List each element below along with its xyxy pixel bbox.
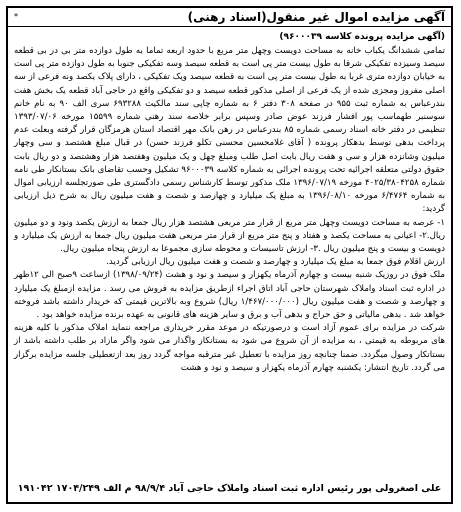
notice-title: آگهی مزایده اموال غیر منقول(اسناد رهنی): [187, 10, 445, 24]
notice-signature: علی اصغرولی پور رئیس اداره ثبت اسناد واملاک حاجی آباد ۹۸/۹/۴ م الف ۱۷۰۴/۲۴۹ ۱۹۱۰۴۲: [17, 483, 442, 494]
auction-terms: شرکت در مزایده برای عموم آزاد است و درصورتیکه در موعد مقرر خریداری مراجعه ننماید املاک مذکور با کلیه هزینه های مربوطه به قیمتی ، به مزایده از آن شروع می شود به بستانکار واگذار می شود واگر مازاد بر طلب داشته باشد از بستانکار وصول میگردد. ضمنا چنانچه روز مزایده با تعطیل غیر مترقبه مواجه گردد روز بعد ازتعطیلی جلسه مزایده برگزار می گردد. تاریخ انتشار: یکشنبه چهارم آذرماه یکهزار و سیصد و نود و هشت: [14, 323, 445, 373]
notice-header: [8, 8, 451, 27]
auction-notice: [6, 6, 453, 504]
valuation-items: ۱- عرصه به مساحت دویست وچهل متر مربع از قرار متر مربعی هشتصد هزار ریال جمعا به ارزش یکصد ونود و دو میلیون ریال.۲- اعیانی به مساحت یکصد و هفتاد و پنج متر مربع از قرار متر مربعی هفت میلیون ریال جمعا به ارزش یک میلیارد و دویست و بیست و پنج میلیون ریال .۳- ارزش تاسیسات و محوطه سازی مجموعا به ارزش پنجاه میلیون ریال.: [14, 217, 445, 255]
notice-body: [8, 27, 451, 375]
property-description: تمامی ششدانگ یکباب خانه به مساحت دویست وچهل متر مربع با حدود اربعه تماما به طول دوازده متر بی در بی قطعه سیصد وسیزده تفکیکی شرقا به طول بیست متر پی است به قطعه سیصد وسه تفکیکی جنوبا به طول دوازده متر پی است به خیابان دوازده متری غربا به طول بیست متر پی است به قطعه سیصد ویک تفکیکی ، دارای پلاک یکصد ونه فرعی از سه اصلی مفروز ومجزی شده از یک فرعی از اصلی مذکور قطعه سیصد و دو تفکیکی واقع در حاجی آباد قطعه یک بخش هفت بندرعباس به شماره ثبت ۹۵۵ در صفحه ۳۰۸ دفتر ۶ به شماره چاپی سند مالکیت ۶۹۳۲۸۸ سری الف ۹۰ به نام خانم سوسنبر طهماسب پور افشار فرزند عوض صادر وسپس برابر خلاصه سند رهنی شماره ۱۵۵۹۹ مورخه ۱۳۹۳/۰۷/۰۶ تنظیمی در دفتر خانه اسناد رسمی شماره ۸۵ بندرعباس در رهن بانک مهر اقتصاد استان هرمزگان قرار گرفته وبعلت عدم پرداخت بدهی توسط بدهکار پرونده ( آقای غلامحسین محسنی تکلو فرزند حسن) در قبال مبلغ هشتصد و سی وچهار میلیون وشانزده هزار و سی و هفت ریال بابت اصل طلب ومبلغ چهل و یک میلیون وهفتصد هزار وهشتصد و دو ریال بابت حقوق دولتی متعلقه اجرائیه تحت پرونده اجرائی به شماره کلاسه ۹۶۰۰۰۳۹ تشکیل وحسب تقاضای بانک بستانکار طی نامه شماره ۴۰۲۵/۳۸۰۴۲۵۸ مورخه ۱۳۹۶/۰۷/۱۹ ملک مذکور توسط کارشناس رسمی دادگستری طی صورتجلسه ارزیابی اموال به شماره ۶/۴۷۶۴ مورخه ۱۳۹۶/۰۸/۱۰ به مبلغ یک میلیارد و چهارصد و شصت و هفت میلیون ریال به شرح ذیل ارزیابی گردید:: [14, 46, 446, 215]
corner-mark: *: [14, 12, 18, 21]
case-number: (آگهی مزایده پرونده کلاسه ۹۶۰۰۰۳۹): [279, 32, 445, 42]
valuation-total: ارزش اقلام فوق جمعا به مبلغ یک میلیارد و چهارصد و شصت و هفت میلیون ریال ارزیابی گردید.: [106, 257, 445, 268]
auction-schedule: ملک فوق در روزیک شنبه بیست و چهارم آذرماه یکهزار و سیصد و نود و هشت (۱۳۹۸/۰۹/۲۴) ازساعت ۹صبح الی ۱۲ظهر در اداره ثبت اسناد واملاک شهرستان حاجی آباد اتاق اجراء ازطریق مزایده به فروش می رسد . مزایده ازمبلغ یک میلیارد و چهارصد و شصت و هفت میلیون ریال (۱/۴۶۷/۰۰۰/۰۰۰ ریال) شروع وبه بالاترین قیمتی که خریدار داشته باشد فروخته خواهد شد . بدهی مالیاتی و حق حراج و بدهی آب و برق و سایر هزینه های قانونی به عهده برنده مزایده خواهد بود .: [14, 270, 445, 321]
